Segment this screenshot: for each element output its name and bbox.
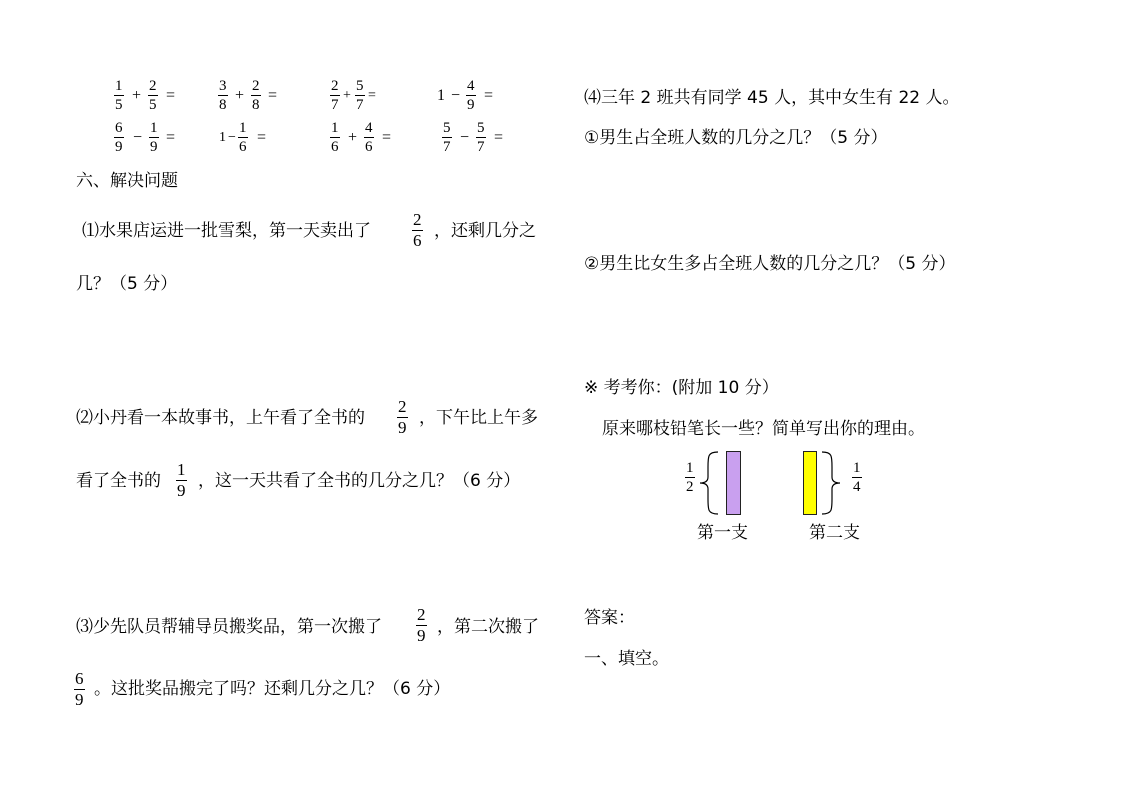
question-text: ，第二次搬了 (437, 617, 539, 637)
fraction: 4 6 (365, 120, 373, 155)
equals: = (268, 87, 278, 104)
question-text: ⑴水果店运进一批雪梨，第一天卖出了 (82, 221, 371, 241)
equals: = (166, 87, 176, 104)
operator: − (451, 87, 461, 104)
answers-title: 答案： (584, 608, 635, 628)
fraction: 5 7 (477, 120, 485, 155)
fraction: 2 8 (252, 78, 260, 113)
fraction: 1 9 (177, 460, 186, 500)
right-brace-icon (820, 451, 842, 515)
question-text: ⑷三年 2 班共有同学 45 人，其中女生有 22 人。 (584, 88, 960, 108)
section-title: 六、解决问题 (76, 171, 178, 191)
question-text: 看了全书的 (76, 471, 161, 491)
fraction: 1 2 (686, 460, 694, 495)
equals: = (368, 88, 376, 103)
fraction: 5 7 (443, 120, 451, 155)
question-text: ，还剩几分之 (434, 221, 536, 241)
pencil-first (726, 451, 741, 515)
operator: − (228, 130, 236, 145)
equals: = (484, 87, 494, 104)
fraction: 2 9 (398, 397, 407, 437)
fraction: 1 9 (150, 120, 158, 155)
operator: − (133, 129, 143, 146)
fraction: 2 9 (417, 605, 426, 645)
question-text: 几？（5 分） (76, 274, 178, 294)
fraction: 4 9 (467, 78, 475, 113)
sub-question: ①男生占全班人数的几分之几？（5 分） (584, 128, 888, 148)
fraction: 2 5 (149, 78, 157, 113)
operator: + (235, 87, 245, 104)
pencil-label: 第一支 (697, 523, 748, 543)
fraction: 1 5 (115, 78, 123, 113)
equals: = (494, 129, 504, 146)
fraction: 6 9 (115, 120, 123, 155)
equals: = (166, 129, 176, 146)
equals: = (382, 129, 392, 146)
pencil-second (803, 451, 817, 515)
fraction: 1 6 (239, 120, 247, 155)
question-text: ⑵小丹看一本故事书，上午看了全书的 (76, 408, 365, 428)
sub-question: ②男生比女生多占全班人数的几分之几？（5 分） (584, 254, 956, 274)
equals: = (257, 129, 267, 146)
operator: + (132, 87, 142, 104)
question-text: ⑶少先队员帮辅导员搬奖品，第一次搬了 (76, 617, 382, 637)
bonus-title: ※ 考考你：(附加 10 分） (584, 378, 779, 398)
fraction: 5 7 (356, 78, 364, 113)
operator: + (348, 129, 358, 146)
fraction: 3 8 (219, 78, 227, 113)
answers-section-heading: 一、填空。 (584, 649, 669, 669)
fraction: 1 6 (331, 120, 339, 155)
question-text: ，这一天共看了全书的几分之几？（6 分） (198, 471, 521, 491)
whole-number: 1 (219, 130, 226, 145)
question-text: ，下午比上午多 (419, 408, 538, 428)
fraction: 1 4 (853, 460, 861, 495)
bonus-question: 原来哪枝铅笔长一些？简单写出你的理由。 (602, 419, 925, 439)
fraction: 2 7 (331, 78, 339, 113)
left-brace-icon (698, 451, 720, 515)
operator: + (343, 88, 351, 103)
whole-number: 1 (437, 87, 445, 104)
pencil-label: 第二支 (809, 523, 860, 543)
question-text: 。这批奖品搬完了吗？还剩几分之几？（6 分） (94, 679, 451, 699)
operator: − (460, 129, 470, 146)
fraction: 2 6 (413, 210, 422, 250)
fraction: 6 9 (75, 669, 84, 709)
